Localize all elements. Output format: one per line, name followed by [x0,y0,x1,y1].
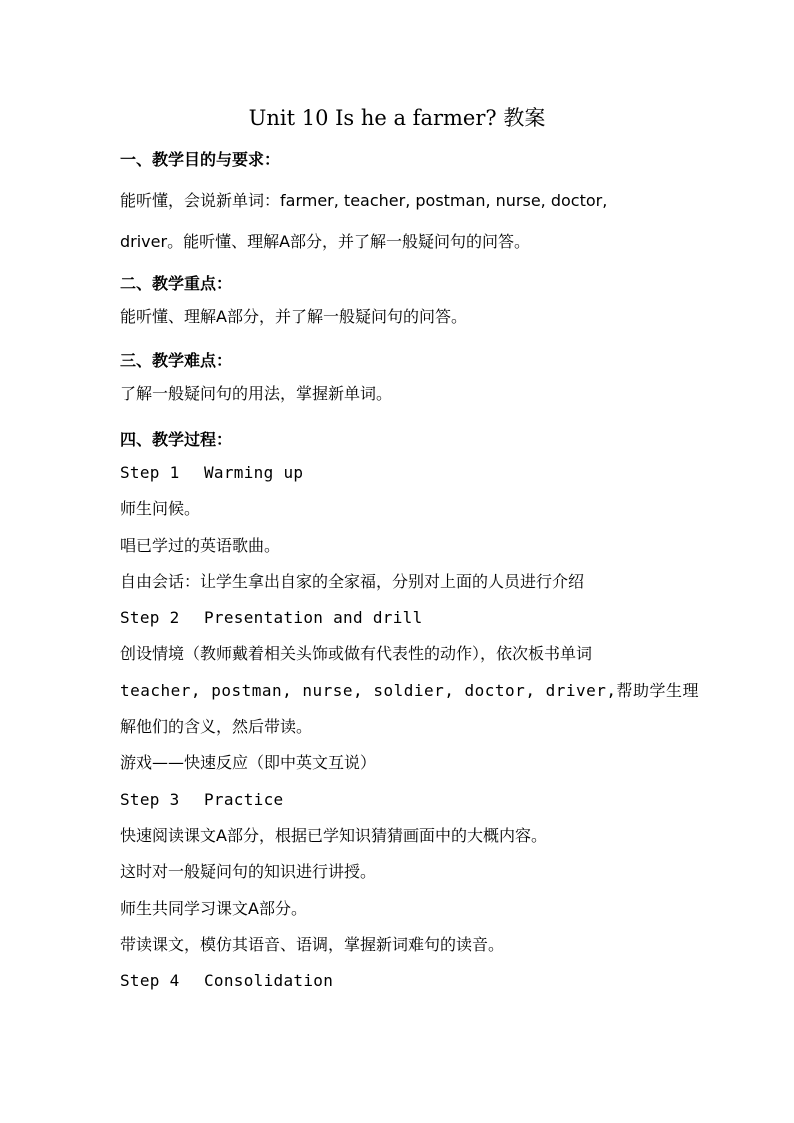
key-points-line-1: 能听懂、理解A部分，并了解一般疑问句的问答。 [120,307,467,326]
section-heading-key-points: 二、教学重点： [120,274,233,293]
step-2-line-4: 游戏——快速反应（即中英文互说） [120,753,377,772]
step-2-line-3: 解他们的含义，然后带读。 [120,717,313,736]
step-3-line-3: 师生共同学习课文A部分。 [120,899,307,918]
step-4-label: Step 4 [120,971,180,990]
step-1-heading [120,462,303,484]
difficulties-line-1: 了解一般疑问句的用法，掌握新单词。 [120,384,393,403]
step-3-line-4: 带读课文，模仿其语音、语调，掌握新词难句的读音。 [120,935,505,954]
objectives-line-2: driver。能听懂、理解A部分，并了解一般疑问句的问答。 [120,232,531,251]
step-3-line-2: 这时对一般疑问句的知识进行讲授。 [120,862,377,881]
step-4-name: Consolidation [204,971,334,990]
step-2-line-2: teacher, postman, nurse, soldier, doctor, driver,帮助学生理 [120,681,700,700]
step-2-name: Presentation and drill [204,608,423,627]
step-4-heading [120,970,333,992]
document-title: Unit 10 Is he a farmer? 教案 [248,106,546,130]
step-3-name: Practice [204,790,284,809]
step-2-line-1: 创设情境（教师戴着相关头饰或做有代表性的动作），依次板书单词 [120,644,593,663]
section-heading-objectives: 一、教学目的与要求： [120,150,281,169]
step-1-name: Warming up [204,463,304,482]
step-3-label: Step 3 [120,790,180,809]
objectives-line-1: 能听懂，会说新单词：farmer, teacher, postman, nurse, doctor, [120,191,608,210]
step-2-label: Step 2 [120,608,180,627]
step-2-heading [120,607,423,629]
step-1-line-2: 唱已学过的英语歌曲。 [120,536,281,555]
section-heading-process: 四、教学过程： [120,430,233,449]
step-3-line-1: 快速阅读课文A部分，根据已学知识猜猜画面中的大概内容。 [120,826,547,845]
section-heading-difficulties: 三、教学难点： [120,351,233,370]
step-1-line-3: 自由会话：让学生拿出自家的全家福，分别对上面的人员进行介绍 [120,572,585,591]
step-3-heading [120,789,283,811]
step-1-label: Step 1 [120,463,180,482]
step-1-line-1: 师生问候。 [120,499,201,518]
